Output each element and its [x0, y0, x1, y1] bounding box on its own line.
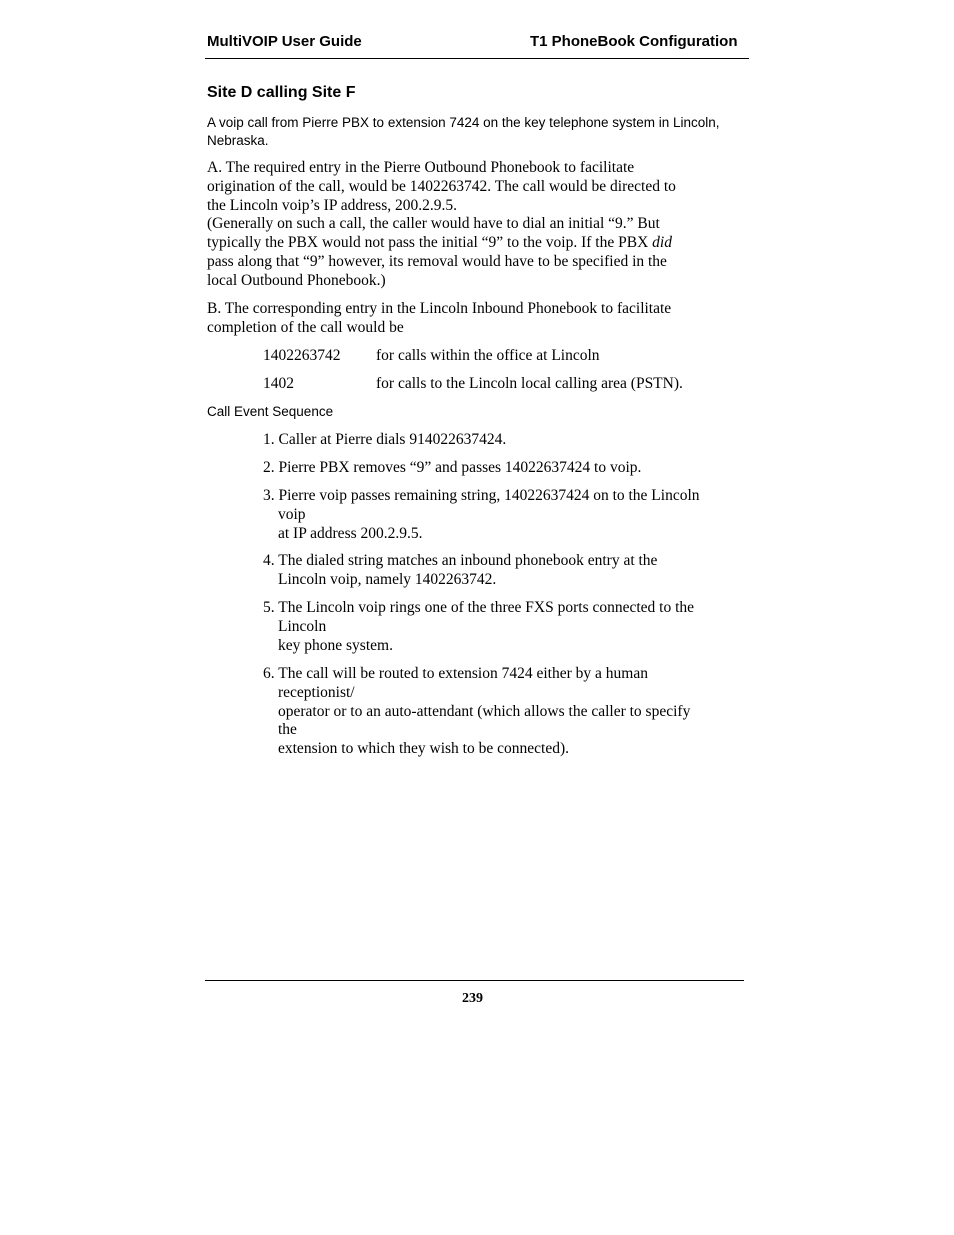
sequence-step-3: [263, 487, 743, 543]
step-line: voip: [278, 505, 306, 523]
paragraph-a-line: pass along that “9” however, its removal would have to be specified in the: [207, 252, 667, 270]
paragraph-a-line: (Generally on such a call, the caller would have to dial an initial “9.” But: [207, 215, 660, 233]
sequence-step-4: [263, 552, 743, 590]
step-line: Lincoln voip, namely 1402263742.: [278, 570, 497, 588]
sequence-step-6: [263, 665, 743, 759]
phonebook-entry-description: for calls to the Lincoln local calling area (PSTN).: [376, 375, 683, 392]
paragraph-b-line: completion of the call would be: [207, 318, 404, 336]
emphasis-did: did: [652, 234, 672, 252]
step-line: receptionist/: [278, 683, 355, 701]
paragraph-a-line: origination of the call, would be 1402263742. The call would be directed to: [207, 177, 676, 195]
step-line: 1. Caller at Pierre dials 914022637424.: [263, 431, 507, 448]
page-number: 239: [462, 991, 483, 1006]
paragraph-b-line: B. The corresponding entry in the Lincoln Inbound Phonebook to facilitate: [207, 300, 672, 317]
paragraph-a-line: local Outbound Phonebook.): [207, 271, 386, 289]
step-line: at IP address 200.2.9.5.: [278, 524, 423, 542]
sequence-step-5: [263, 599, 743, 655]
step-line: operator or to an auto-attendant (which allows the caller to specify: [278, 702, 691, 720]
step-line: key phone system.: [278, 636, 393, 654]
step-line: extension to which they wish to be connected).: [278, 740, 569, 758]
phonebook-entry-description: for calls within the office at Lincoln: [376, 347, 600, 364]
paragraph-a: [207, 159, 737, 291]
paragraph-a-line: [207, 234, 737, 253]
step-line: 3. Pierre voip passes remaining string, 14022637424 on to the Lincoln: [263, 487, 700, 504]
step-line: the: [278, 721, 297, 739]
footer-rule: [205, 980, 744, 981]
step-line: 6. The call will be routed to extension 7424 either by a human: [263, 665, 648, 682]
step-line: 4. The dialed string matches an inbound phonebook entry at the: [263, 552, 658, 569]
phonebook-entry-number: 1402263742: [263, 347, 341, 364]
phonebook-entry-number: 1402: [263, 375, 294, 392]
step-line: 5. The Lincoln voip rings one of the three FXS ports connected to the: [263, 599, 695, 616]
section-intro: A voip call from Pierre PBX to extension 7424 on the key telephone system in Lincoln, Nebraska.: [207, 115, 720, 148]
section-title: Site D calling Site F: [207, 84, 356, 101]
sequence-step-1: [263, 431, 743, 450]
step-line: 2. Pierre PBX removes “9” and passes 14022637424 to voip.: [263, 459, 642, 476]
paragraph-a-line: the Lincoln voip’s IP address, 200.2.9.5.: [207, 196, 457, 214]
sequence-step-2: [263, 459, 743, 478]
paragraph-b: [207, 300, 737, 338]
header-rule: [205, 58, 749, 59]
paragraph-a-text: typically the PBX would not pass the initial “9” to the voip. If the PBX: [207, 234, 653, 252]
running-header-title: MultiVOIP User Guide: [207, 33, 362, 50]
sequence-heading: Call Event Sequence: [207, 404, 334, 419]
paragraph-a-line: A. The required entry in the Pierre Outbound Phonebook to facilitate: [207, 159, 635, 176]
step-line: Lincoln: [278, 617, 327, 635]
running-header-chapter: T1 PhoneBook Configuration: [530, 33, 738, 50]
